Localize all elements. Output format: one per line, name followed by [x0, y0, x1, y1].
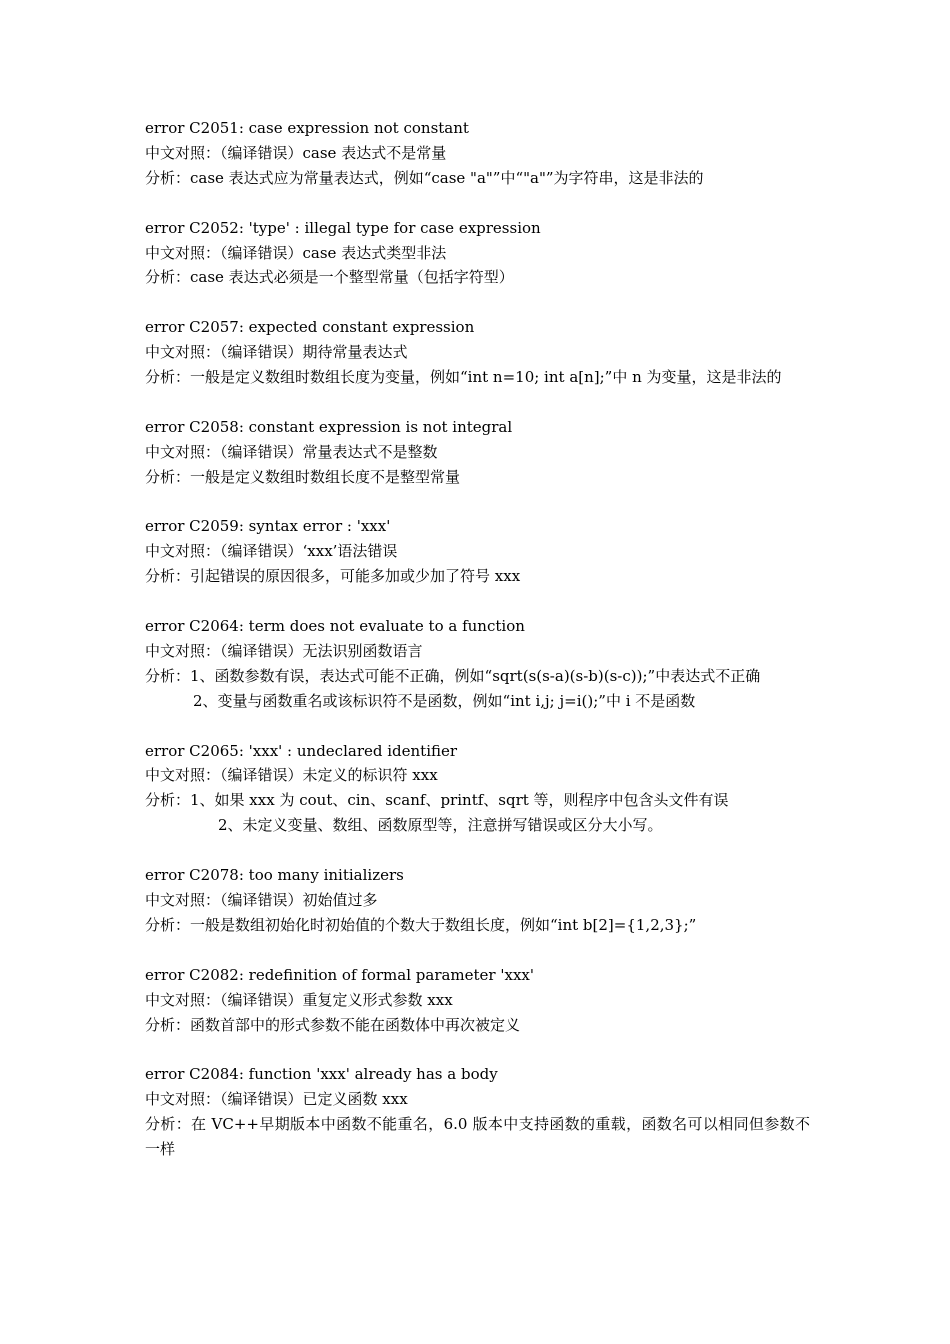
analysis-text: 分析：引起错误的原因很多，可能多加或少加了符号 xxx [145, 567, 521, 586]
analysis-text: 分析：一般是数组初始化时初始值的个数大于数组长度，例如“int b[2]={1,2,3};” [145, 915, 697, 934]
chinese-translation: 中文对照：（编译错误）期待常量表达式 [145, 343, 408, 362]
error-entry-c2084 [145, 1062, 810, 1162]
error-entry-c2057 [145, 315, 810, 390]
document-body [145, 116, 810, 1187]
error-code: error C2057: expected constant expression [145, 318, 475, 337]
error-code: error C2059: syntax error : 'xxx' [145, 517, 391, 536]
error-code: error C2065: 'xxx' : undeclared identifier [145, 741, 458, 760]
analysis-text: 分析：一般是定义数组时数组长度不是整型常量 [145, 467, 461, 486]
analysis-text: 分析：函数首部中的形式参数不能在函数体中再次被定义 [145, 1015, 521, 1034]
chinese-translation: 中文对照：（编译错误）‘xxx’语法错误 [145, 542, 398, 561]
error-entry-c2052 [145, 216, 810, 291]
analysis-text-item-2: 2、变量与函数重名或该标识符不是函数，例如“int i,j; j=i();”中 i 不是函数 [193, 691, 696, 710]
error-entry-c2064 [145, 614, 810, 714]
analysis-text: 分析：case 表达式应为常量表达式，例如“case "a"”中“"a"”为字符串，这是非法的 [145, 168, 704, 187]
chinese-translation: 中文对照：（编译错误）case 表达式不是常量 [145, 143, 447, 162]
error-code: error C2082: redefinition of formal parameter 'xxx' [145, 965, 534, 984]
chinese-translation: 中文对照：（编译错误）常量表达式不是整数 [145, 442, 438, 461]
error-code: error C2052: 'type' : illegal type for case expression [145, 218, 541, 237]
analysis-text-item-2: 2、未定义变量、数组、函数原型等，注意拼写错误或区分大小写。 [218, 816, 663, 835]
analysis-text: 分析：1、函数参数有误，表达式可能不正确，例如“sqrt(s(s-a)(s-b)(s-c));”中表达式不正确 [145, 666, 761, 685]
error-entry-c2065 [145, 739, 810, 839]
analysis-text: 分析：case 表达式必须是一个整型常量（包括字符型） [145, 268, 514, 287]
chinese-translation: 中文对照：（编译错误）case 表达式类型非法 [145, 243, 447, 262]
analysis-text: 分析：一般是定义数组时数组长度为变量，例如“int n=10; int a[n];”中 n 为变量，这是非法的 [145, 368, 782, 387]
error-code: error C2084: function 'xxx' already has a body [145, 1065, 498, 1084]
chinese-translation: 中文对照：（编译错误）无法识别函数语言 [145, 641, 423, 660]
error-entry-c2058 [145, 415, 810, 490]
error-entry-c2051 [145, 116, 810, 191]
error-code: error C2058: constant expression is not integral [145, 417, 513, 436]
analysis-text: 分析：1、如果 xxx 为 cout、cin、scanf、printf、sqrt 等，则程序中包含头文件有误 [145, 791, 729, 810]
analysis-text: 分析：在 VC++早期版本中函数不能重名，6.0 版本中支持函数的重载，函数名可以相同但参数不一样 [145, 1115, 810, 1159]
error-entry-c2078 [145, 863, 810, 938]
error-code: error C2064: term does not evaluate to a function [145, 617, 525, 636]
error-code: error C2051: case expression not constant [145, 119, 469, 137]
error-entry-c2059 [145, 514, 810, 589]
chinese-translation: 中文对照：（编译错误）未定义的标识符 xxx [145, 766, 438, 785]
chinese-translation: 中文对照：（编译错误）初始值过多 [145, 890, 378, 909]
error-entry-c2082 [145, 963, 810, 1038]
error-code: error C2078: too many initializers [145, 866, 404, 885]
chinese-translation: 中文对照：（编译错误）已定义函数 xxx [145, 1090, 408, 1109]
chinese-translation: 中文对照：（编译错误）重复定义形式参数 xxx [145, 990, 453, 1009]
